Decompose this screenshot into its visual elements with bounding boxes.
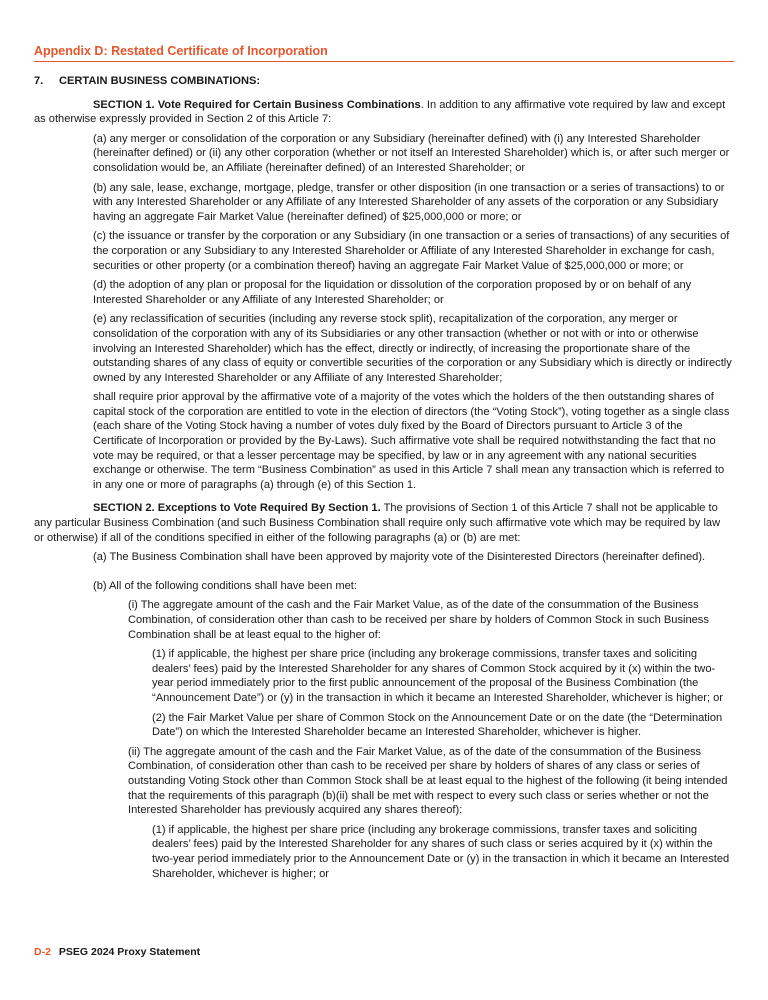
page-footer: [34, 946, 200, 958]
clause-2b-i: (i) The aggregate amount of the cash and the Fair Market Value, as of the date of the consummation of the Business Combination, of consideration other than cash to be received per share by holders of Common Stock in such Business Combination shall be at least equal to the higher of:: [128, 599, 709, 641]
section-1-intro-text: . In addition to any affirmative vote required by law and except as otherwise expressly provided in Section 2 of this Article 7:: [34, 98, 726, 126]
section-2-intro: [34, 501, 732, 545]
section-2-intro-text: The provisions of Section 1 of this Article 7 shall not be applicable to any particular Business Combination (and such Business Combination shall require only such affirmative vote which may be required by law or otherwise) if all of the conditions specified in either of the following paragraphs (a) or (b) are met:: [34, 502, 721, 544]
section-1-heading: SECTION 1. Vote Required for Certain Business Combinations: [93, 98, 421, 111]
section-1-closing: shall require prior approval by the affirmative vote of a majority of the votes which the holders of the then outstanding shares of capital stock of the corporation are entitled to vote in the election of directors (the “Voting Stock”), voting together as a single class (each share of the Voting Stock having a number of votes duly fixed by the Board of Directors pursuant to Article 3 of the Certificate of Incorporation or provided by the By-Laws). Such affirmative vote shall be required notwithstanding the fact that no vote may be required, or that a lesser percentage may be specified, by law or in any agreement with any national securities exchange or otherwise. The term “Business Combination” as used in this Article 7 shall mean any transaction which is referred to in any one or more of paragraphs (a) through (e) of this Section 1.: [93, 391, 730, 491]
clause-1d: (d) the adoption of any plan or proposal for the liquidation or dissolution of the corporation proposed by or on behalf of any Interested Shareholder or any Affiliate of any Interested Shareholder; or: [93, 279, 692, 306]
article-number: 7.: [34, 75, 44, 87]
clause-2a: (a) The Business Combination shall have been approved by majority vote of the Disinterested Directors (hereinafter defined).: [93, 551, 706, 564]
clause-2b: (b) All of the following conditions shall have been met:: [93, 579, 357, 592]
section-2-heading: SECTION 2. Exceptions to Vote Required By Section 1.: [93, 502, 381, 515]
page-number: D-2: [34, 946, 51, 958]
footer-title: PSEG 2024 Proxy Statement: [58, 946, 201, 958]
article-heading: [34, 74, 732, 89]
section-1-intro: [34, 98, 732, 127]
clause-2b-i-1: (1) if applicable, the highest per share price (including any brokerage commissions, transfer taxes and soliciting dealers’ fees) paid by the Interested Shareholder for any shares of Common Stock acquired by it (x) within the two-year period immediately prior to the first public announcement of the proposal of the Business Combination (the “Announcement Date”) or (y) in the transaction in which it became an Interested Shareholder, whichever is higher; or: [152, 648, 724, 704]
clause-1b: (b) any sale, lease, exchange, mortgage, pledge, transfer or other disposition (in one transaction or a series of transactions) to or with any Interested Shareholder or any Affiliate of any Interested Shareholder of any assets of the corporation or any Subsidiary having an aggregate Fair Market Value (hereinafter defined) of $25,000,000 or more; or: [93, 181, 725, 223]
page-header: [34, 44, 734, 62]
clause-2b-i-2: (2) the Fair Market Value per share of Common Stock on the Announcement Date or on the date (the “Determination Date”) on which the Interested Shareholder became an Interested Shareholder, whichever is higher.: [152, 711, 723, 739]
clause-1e: (e) any reclassification of securities (including any reverse stock split), recapitalization of the corporation, any merger or consolidation of the corporation with any of its Subsidiaries or any other transaction (whether or not with or into or otherwise involving an Interested Shareholder) which has the effect, directly or indirectly, of increasing the proportionate share of the outstanding shares of any class of equity or convertible securities of the corporation or any Subsidiary which is directly or indirectly owned by any Interested Shareholder or any Affiliate of any Interested Shareholder;: [93, 313, 732, 384]
article-title: CERTAIN BUSINESS COMBINATIONS:: [59, 75, 261, 87]
clause-1a: (a) any merger or consolidation of the corporation or any Subsidiary (hereinafter defined) with (i) any Interested Shareholder (hereinafter defined) or (ii) any other corporation (whether or not itself an Interested Shareholder) which is, or after such merger or consolidation would be, an Affiliate (hereinafter defined) of an Interested Shareholder; or: [93, 132, 730, 174]
document-body: [34, 74, 732, 886]
clause-2b-ii: (ii) The aggregate amount of the cash and the Fair Market Value, as of the date of the consummation of the Business Combination, of consideration other than cash to be received per share by holders of shares of any class or series of outstanding Voting Stock other than Common Stock shall be at least equal to the highest of the following (it being intended that the requirements of this paragraph (b)(ii) shall be met with respect to every such class or series whether or not the Interested Shareholder has previously acquired any shares thereof):: [128, 745, 728, 817]
clause-2b-ii-1: (1) if applicable, the highest per share price (including any brokerage commissions, transfer taxes and soliciting dealers’ fees) paid by the Interested Shareholder for any shares of such class or series acquired by it (x) within the two-year period immediately prior to the Announcement Date or (y) in the transaction in which it became an Interested Shareholder, whichever is higher; or: [152, 823, 730, 880]
clause-1c: (c) the issuance or transfer by the corporation or any Subsidiary (in one transaction or a series of transactions) of any securities of the corporation or any Subsidiary to any Interested Shareholder or Affiliate of any Interested Shareholder in exchange for cash, securities or other property (or a combination thereof) having an aggregate Fair Market Value of $25,000,000 or more; or: [93, 230, 730, 272]
appendix-title: Appendix D: Restated Certificate of Incorporation: [34, 44, 328, 58]
